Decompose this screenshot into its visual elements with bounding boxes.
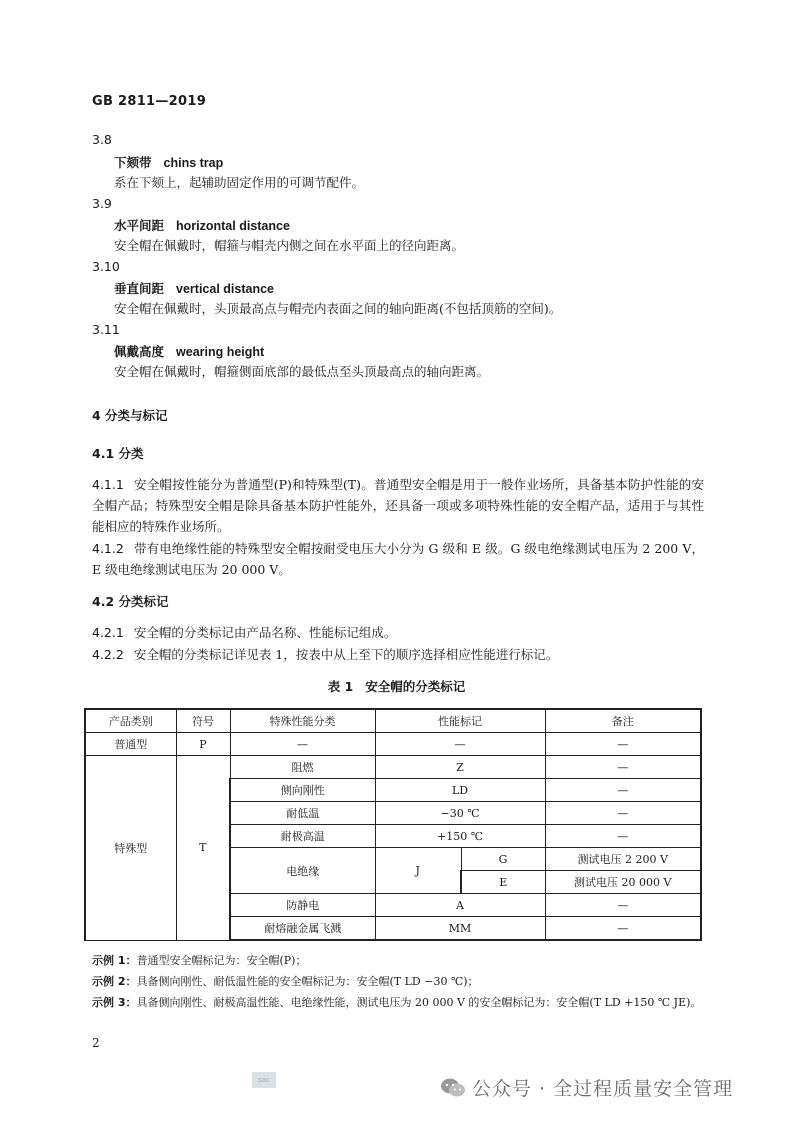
- cell-performance: 电绝缘: [230, 848, 375, 894]
- example-label: 示例 2：: [92, 975, 137, 988]
- example-text: 普通型安全帽标记为：安全帽(P)；: [136, 954, 307, 967]
- cell-performance: 耐低温: [230, 802, 375, 825]
- cell-remark: —: [545, 802, 701, 825]
- definition-number-3-9: 3.9: [92, 196, 112, 211]
- term-en: vertical distance: [176, 282, 274, 296]
- cell-performance: 耐极高温: [230, 825, 375, 848]
- example-label: 示例 3：: [92, 996, 137, 1009]
- paragraph-4-2-1: [92, 622, 704, 643]
- cell-performance: —: [230, 733, 375, 756]
- paragraph-number: 4.2.2: [92, 647, 124, 662]
- term-zh: 水平间距: [114, 218, 165, 233]
- cell-remark: 测试电压 20 000 V: [545, 871, 701, 894]
- paragraph-text: 安全帽的分类标记由产品名称、性能标记组成。: [133, 625, 397, 640]
- term-en: horizontal distance: [176, 219, 290, 233]
- cell-remark: —: [545, 756, 701, 779]
- cell-mark: Z: [375, 756, 545, 779]
- definition-text-3-11: 安全帽在佩戴时，帽箍侧面底部的最低点至头顶最高点的轴向距离。: [114, 364, 490, 379]
- standard-number: GB 2811—2019: [92, 94, 207, 109]
- term-zh: 下颏带: [114, 155, 152, 170]
- cell-mark: A: [375, 894, 545, 917]
- cell-remark: —: [545, 825, 701, 848]
- table-caption-label: 表 1: [327, 679, 354, 694]
- watermark-text: 公众号 · 全过程质量安全管理: [472, 1078, 734, 1100]
- paragraph-text: 安全帽按性能分为普通型(P)和特殊型(T)。普通型安全帽是用于一般作业场所，具备基本防护性能的安全帽产品；特殊型安全帽是除具备基本防护性能外，还具备一项或多项特殊性能的安全帽产品，适用于与其性能相应的特殊作业场所。: [92, 477, 704, 534]
- cell-performance: 防静电: [230, 894, 375, 917]
- section-4-2-heading: 4.2 分类标记: [92, 594, 169, 609]
- cell-level: E: [461, 871, 545, 894]
- term-en: wearing height: [176, 345, 265, 359]
- example-1: [92, 950, 704, 971]
- cell-mark: —: [375, 733, 545, 756]
- cell-mark: −30 ℃: [375, 802, 545, 825]
- example-label: 示例 1：: [92, 954, 137, 967]
- paragraph-text: 带有电绝缘性能的特殊型安全帽按耐受电压大小分为 G 级和 E 级。G 级电绝缘测试电压为 2 200 V，E 级电绝缘测试电压为 20 000 V。: [92, 541, 704, 577]
- cell-level: G: [461, 848, 545, 871]
- cell-symbol: P: [176, 733, 230, 756]
- definition-text-3-9: 安全帽在佩戴时，帽箍与帽壳内侧之间在水平面上的径向距离。: [114, 238, 465, 253]
- paragraph-4-1-2: [92, 538, 704, 580]
- header-symbol: 符号: [176, 709, 230, 733]
- table-caption-title: 安全帽的分类标记: [365, 679, 466, 694]
- header-remark: 备注: [545, 709, 701, 733]
- example-2: [92, 971, 704, 992]
- definition-number-3-10: 3.10: [92, 259, 120, 274]
- term-zh: 垂直间距: [114, 281, 165, 296]
- cell-category: 特殊型: [85, 756, 176, 941]
- cell-remark: —: [545, 779, 701, 802]
- cell-mark: +150 ℃: [375, 825, 545, 848]
- sac-logo: sac: [252, 1072, 276, 1088]
- page-number: 2: [92, 1036, 100, 1050]
- header-category: 产品类别: [85, 709, 176, 733]
- paragraph-number: 4.1.1: [92, 477, 124, 492]
- table-header-row: [85, 709, 701, 733]
- section-4-1-heading: 4.1 分类: [92, 446, 144, 461]
- example-text: 具备侧向刚性、耐极高温性能、电绝缘性能，测试电压为 20 000 V 的安全帽标记为：安全帽(T LD +150 ℃ JE)。: [136, 996, 702, 1009]
- cell-remark: 测试电压 2 200 V: [545, 848, 701, 871]
- cell-performance: 阻燃: [230, 756, 375, 779]
- term-zh: 佩戴高度: [114, 344, 165, 359]
- definition-text-3-8: 系在下颏上，起辅助固定作用的可调节配件。: [114, 175, 365, 190]
- section-4-heading: 4 分类与标记: [92, 408, 168, 423]
- cell-performance: 侧向刚性: [230, 779, 375, 802]
- definition-term-3-11: [114, 342, 264, 360]
- term-en: chins trap: [163, 156, 224, 170]
- cell-symbol: T: [176, 756, 230, 941]
- wechat-watermark: [440, 1074, 733, 1101]
- paragraph-number: 4.2.1: [92, 625, 124, 640]
- paragraph-4-2-2: [92, 644, 704, 665]
- cell-mark: LD: [375, 779, 545, 802]
- cell-remark: —: [545, 917, 701, 941]
- cell-mark: J: [375, 848, 461, 894]
- wechat-icon: [440, 1077, 466, 1099]
- classification-table: [84, 708, 702, 941]
- cell-category: 普通型: [85, 733, 176, 756]
- example-text: 具备侧向刚性、耐低温性能的安全帽标记为：安全帽(T LD −30 ℃)；: [136, 975, 479, 988]
- table-row: [85, 756, 701, 779]
- definition-text-3-10: 安全帽在佩戴时，头顶最高点与帽壳内表面之间的轴向距离(不包括顶筋的空间)。: [114, 301, 562, 316]
- cell-remark: —: [545, 894, 701, 917]
- paragraph-4-1-1: [92, 474, 704, 537]
- cell-remark: —: [545, 733, 701, 756]
- example-3: [92, 992, 704, 1013]
- cell-performance: 耐熔融金属飞溅: [230, 917, 375, 941]
- definition-term-3-8: [114, 153, 223, 171]
- cell-mark: MM: [375, 917, 545, 941]
- definition-term-3-10: [114, 279, 274, 297]
- definition-number-3-11: 3.11: [92, 322, 120, 337]
- paragraph-number: 4.1.2: [92, 541, 124, 556]
- table-row: [85, 733, 701, 756]
- definition-term-3-9: [114, 216, 290, 234]
- paragraph-text: 安全帽的分类标记详见表 1，按表中从上至下的顺序选择相应性能进行标记。: [133, 647, 559, 662]
- definition-number-3-8: 3.8: [92, 132, 112, 147]
- table-caption: [0, 677, 793, 695]
- header-special-performance: 特殊性能分类: [230, 709, 375, 733]
- header-performance-mark: 性能标记: [375, 709, 545, 733]
